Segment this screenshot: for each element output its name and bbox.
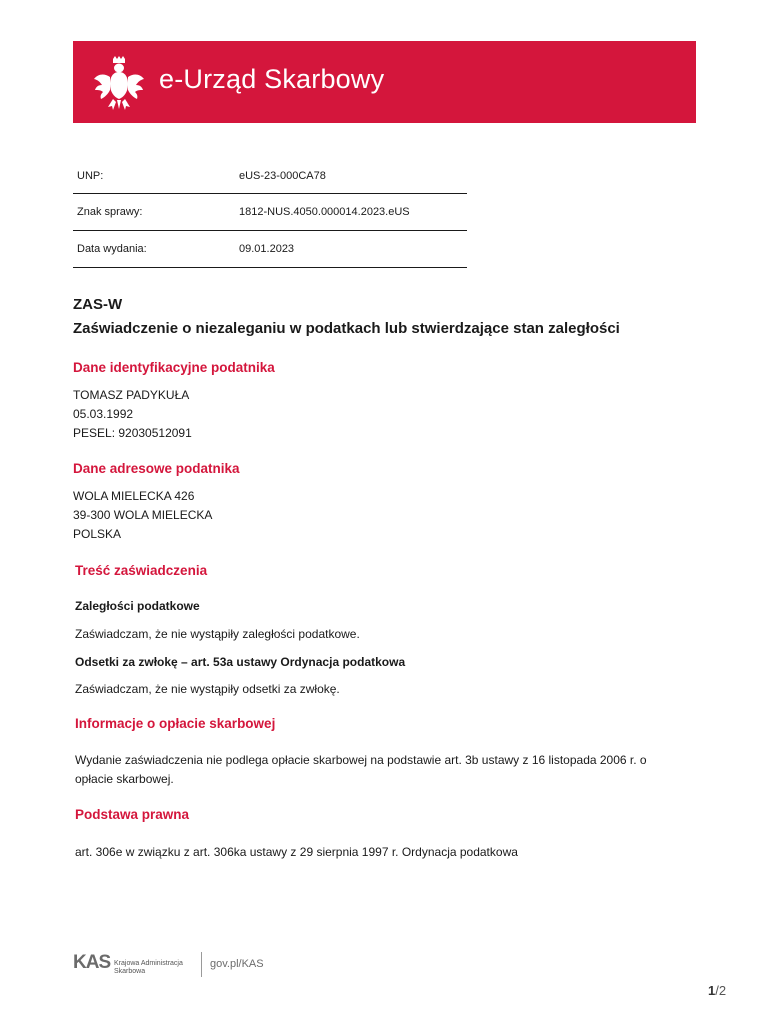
address-country: POLSKA [73, 527, 122, 541]
section-heading-fee: Informacje o opłacie skarbowej [75, 716, 276, 731]
content-text-interest: Zaświadczam, że nie wystąpiły odsetki za zwłokę. [75, 682, 340, 696]
meta-value: eUS-23-000CA78 [239, 169, 326, 182]
kas-logo-line2: Skarbowa [114, 968, 146, 975]
section-heading-address: Dane adresowe podatnika [73, 461, 240, 476]
fee-text-line1: Wydanie zaświadczenia nie podlega opłacie skarbowej na podstawie art. 3b ustawy z 16 listopada 2006 r. o [75, 753, 647, 767]
page-current: 1 [708, 983, 716, 998]
meta-row-case-number [73, 194, 467, 231]
meta-row-unp [73, 158, 467, 194]
meta-row-issue-date [73, 231, 467, 268]
page-total: /2 [715, 983, 727, 998]
document-code: ZAS-W [73, 296, 123, 313]
document-title: Zaświadczenie o niezaleganiu w podatkach lub stwierdzające stan zaległości [73, 320, 620, 337]
meta-label: Znak sprawy: [77, 206, 143, 218]
footer-divider [201, 952, 202, 977]
content-subheading-arrears: Zaległości podatkowe [75, 599, 200, 613]
section-heading-content: Treść zaświadczenia [75, 563, 208, 578]
header-banner [73, 41, 696, 123]
kas-logo [73, 952, 197, 978]
kas-logo-name [114, 960, 183, 976]
address-street: WOLA MIELECKA 426 [73, 489, 195, 503]
fee-text-line2: opłacie skarbowej. [75, 772, 174, 786]
legal-basis-text: art. 306e w związku z art. 306ka ustawy z 29 sierpnia 1997 r. Ordynacja podatkowa [75, 845, 518, 859]
footer-link-kas[interactable]: gov.pl/KAS [210, 958, 264, 970]
content-subheading-interest: Odsetki za zwłokę – art. 53a ustawy Ordynacja podatkowa [75, 655, 406, 669]
section-heading-identity: Dane identyfikacyjne podatnika [73, 360, 275, 375]
kas-logo-mark: KAS [73, 952, 111, 973]
eagle-emblem-icon [91, 55, 147, 111]
case-metadata-table [73, 158, 467, 268]
taxpayer-birthdate: 05.03.1992 [73, 407, 134, 421]
meta-value: 09.01.2023 [239, 243, 295, 255]
content-text-arrears: Zaświadczam, że nie wystąpiły zaległości podatkowe. [75, 627, 360, 641]
page-title: e-Urząd Skarbowy [159, 64, 385, 94]
section-heading-legal: Podstawa prawna [75, 807, 190, 822]
kas-logo-line1: Krajowa Administracja [114, 960, 183, 967]
taxpayer-name: TOMASZ PADYKUŁA [73, 388, 190, 402]
meta-label: Data wydania: [77, 243, 147, 255]
page-number [708, 983, 726, 998]
meta-label: UNP: [77, 169, 104, 182]
address-city: 39-300 WOLA MIELECKA [73, 508, 213, 522]
meta-value: 1812-NUS.4050.000014.2023.eUS [239, 206, 410, 218]
taxpayer-pesel: PESEL: 92030512091 [73, 426, 192, 440]
